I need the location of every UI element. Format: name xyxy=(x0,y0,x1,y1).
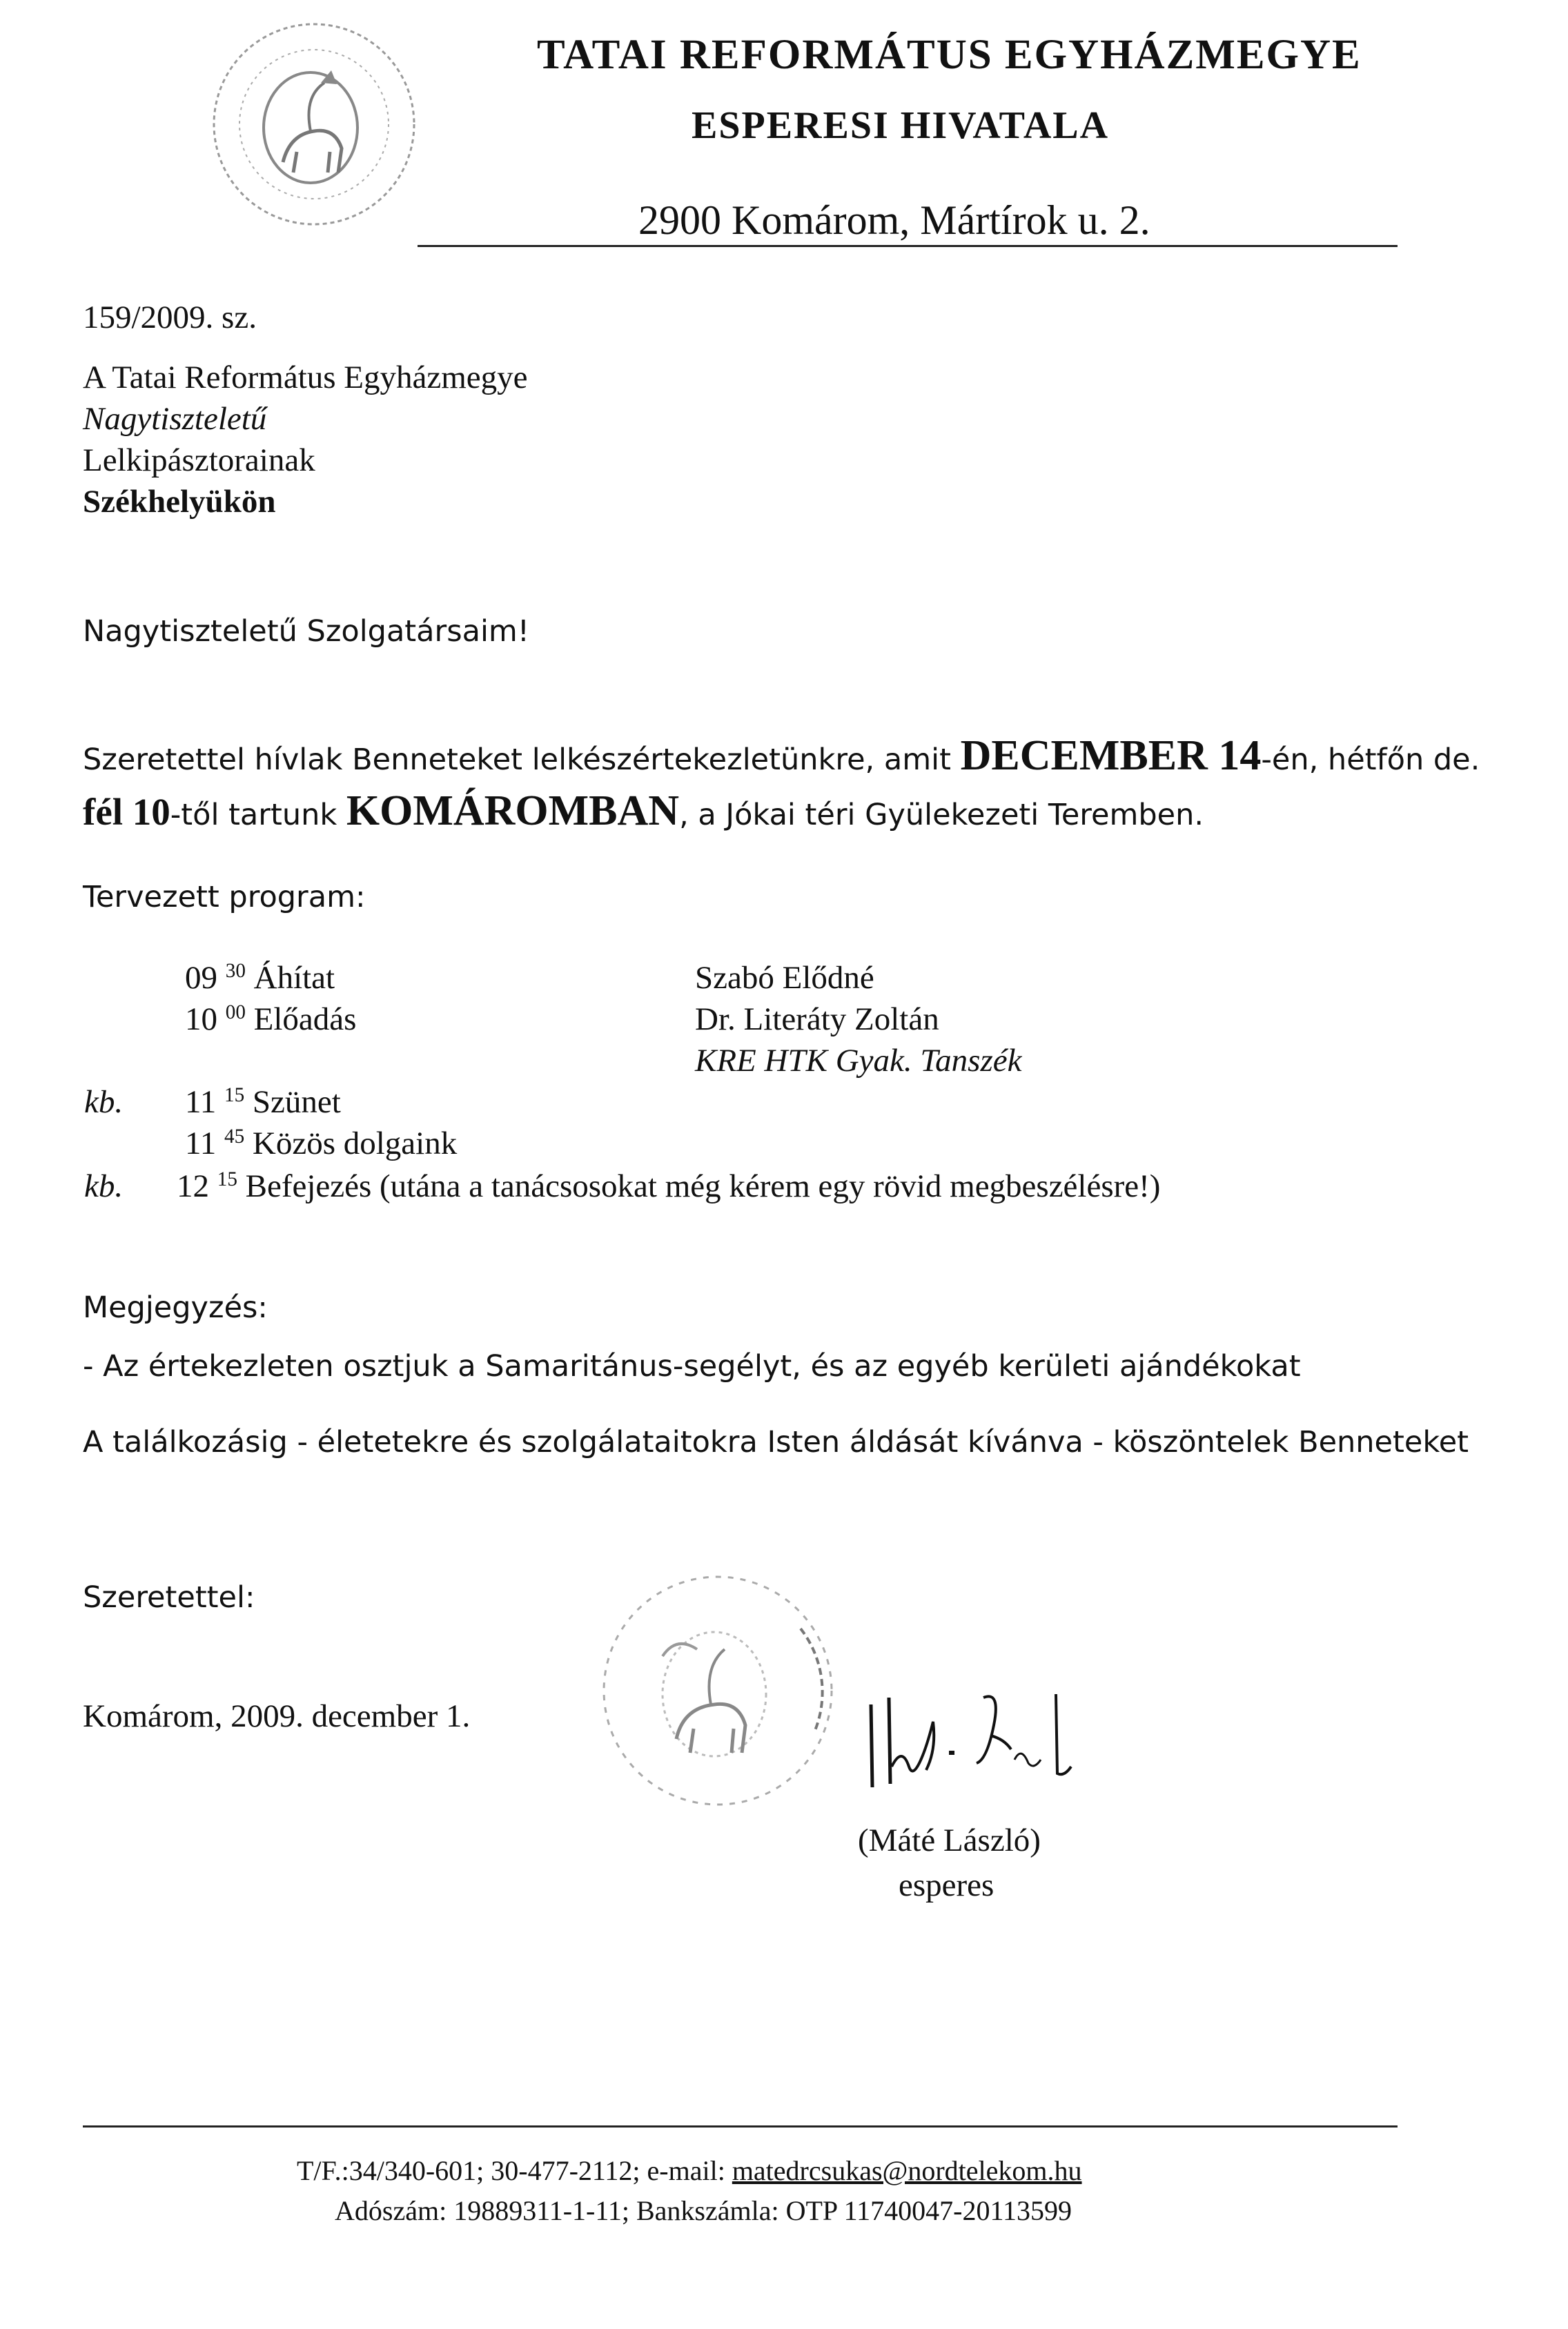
invitation-text-4: , a Jókai téri Gyülekezeti Teremben. xyxy=(679,798,1204,832)
footer-divider xyxy=(83,2125,1398,2127)
signoff: Szeretettel: xyxy=(83,1580,255,1615)
letterhead-title: TATAI REFORMÁTUS EGYHÁZMEGYE xyxy=(537,32,1362,78)
program-item: 11 $^{15}$ Szünet xyxy=(185,1083,341,1120)
invitation-text-1: Szeretettel hívlak Benneteket lelkészértekezletünkre, amit xyxy=(83,743,961,777)
invitation-time-suffix: -től xyxy=(170,798,219,832)
footer-phone: T/F.:34/340-601; 30-477-2112; e-mail: xyxy=(297,2155,732,2186)
signer-name: (Máté László) xyxy=(858,1822,1041,1858)
invitation-time: fél 10 xyxy=(83,791,170,833)
program-prefix: kb. xyxy=(84,1084,124,1120)
addressee-line-3: Lelkipásztorainak xyxy=(83,442,315,478)
invitation-text-2: -én, hétfőn de. xyxy=(1261,743,1480,777)
invitation-date: DECEMBER 14 xyxy=(960,732,1262,779)
footer-email-link[interactable]: matedrcsukas@nordtelekom.hu xyxy=(732,2155,1082,2186)
program-prefix: kb. xyxy=(84,1168,124,1204)
closing-wish: A találkozásig - életetekre és szolgálataitokra Isten áldását kívánva - köszöntelek Benneteket xyxy=(83,1425,1469,1460)
place-date: Komárom, 2009. december 1. xyxy=(83,1698,471,1734)
note-heading: Megjegyzés: xyxy=(83,1290,268,1325)
footer-bank: Adószám: 19889311-1-11; Bankszámla: OTP 11740047-20113599 xyxy=(335,2195,1072,2226)
program-person: Dr. Literáty Zoltán xyxy=(695,1001,939,1037)
addressee-line-1: A Tatai Református Egyházmegye xyxy=(83,360,528,395)
program-person: Szabó Elődné xyxy=(695,960,874,996)
footer-contact xyxy=(297,2154,1082,2187)
addressee-line-4: Székhelyükön xyxy=(83,484,276,520)
program-person-note: KRE HTK Gyak. Tanszék xyxy=(695,1043,1022,1079)
addressee-line-2: Nagytiszteletű xyxy=(83,401,267,437)
invitation-text-3: tartunk xyxy=(219,798,346,832)
program-item: 09 $^{30}$ Áhítat xyxy=(185,959,335,996)
signer-title: esperes xyxy=(899,1867,994,1903)
program-item: 11 $^{45}$ Közös dolgaink xyxy=(185,1125,458,1161)
invitation-line-1 xyxy=(83,731,1480,780)
program-item: 10 $^{00}$ Előadás xyxy=(185,1001,357,1037)
program-heading: Tervezett program: xyxy=(83,880,366,914)
church-stamp xyxy=(594,1566,842,1815)
letterhead-address: 2900 Komárom, Mártírok u. 2. xyxy=(638,197,1150,243)
program-item: 12 $^{15}$ Befejezés (utána a tanácsosokat még kérem egy rövid megbeszélésre!) xyxy=(177,1168,1161,1204)
invitation-place: KOMÁROMBAN xyxy=(346,787,680,834)
church-seal-top xyxy=(207,17,421,231)
reference-number: 159/2009. sz. xyxy=(83,299,257,335)
salutation: Nagytiszteletű Szolgatársaim! xyxy=(83,614,530,649)
invitation-line-2 xyxy=(83,787,1204,836)
letterhead-subtitle: ESPERESI HIVATALA xyxy=(692,104,1110,147)
letterhead-divider xyxy=(418,245,1398,247)
note-line: - Az értekezleten osztjuk a Samaritánus-segélyt, és az egyéb kerületi ajándékokat xyxy=(83,1349,1301,1384)
handwritten-signature xyxy=(863,1684,1084,1801)
